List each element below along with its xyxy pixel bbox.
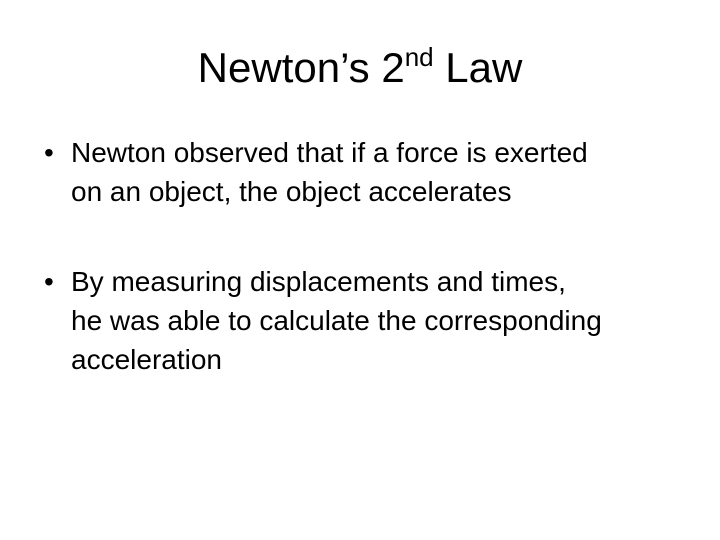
bullet-text-line: Newton observed that if a force is exerted [71, 137, 588, 168]
bullet-icon: • [44, 137, 54, 168]
bullet-item [44, 133, 704, 211]
bullet-list [44, 133, 704, 379]
slide-title [0, 42, 720, 94]
bullet-icon: • [44, 266, 54, 297]
bullet-text-line: By measuring displacements and times, [71, 266, 566, 297]
bullet-text-line: acceleration [71, 344, 222, 375]
title-rest: Law [433, 44, 523, 91]
title-superscript: nd [404, 42, 434, 72]
bullet-text-line: on an object, the object accelerates [71, 176, 512, 207]
bullet-text-line: he was able to calculate the corresponding [71, 305, 602, 336]
bullet-item [44, 262, 704, 379]
title-main: Newton’s 2 [197, 44, 405, 91]
